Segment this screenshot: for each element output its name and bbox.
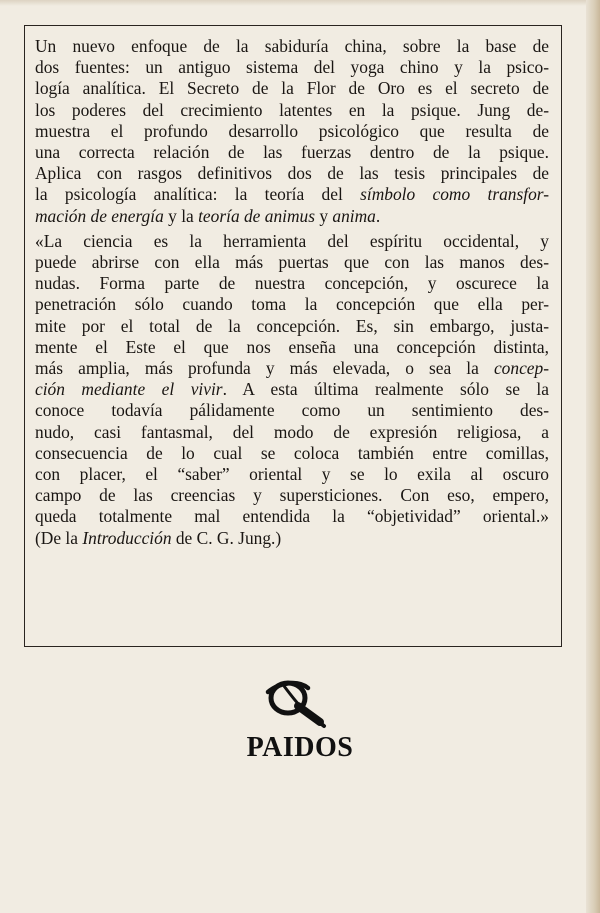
text-run: una correcta relación de las fuerzas dentro de la psique.: [35, 142, 549, 163]
page-edge: [0, 0, 600, 6]
italic-text: ción mediante el vivir: [35, 379, 223, 400]
text-run: de C. G. Jung.): [171, 527, 282, 548]
text-line: [35, 231, 549, 252]
text-line: [35, 358, 549, 379]
text-line: [35, 294, 549, 315]
text-line: [35, 316, 549, 337]
text-line: [35, 506, 549, 527]
italic-text: símbolo como transfor-: [360, 184, 550, 205]
blurb-text: [35, 36, 549, 549]
italic-text: Introducción: [82, 527, 172, 548]
text-line: [35, 57, 549, 78]
text-run: . A esta última realmente sólo se la: [222, 379, 549, 400]
text-line: [35, 206, 549, 227]
text-run: .: [375, 205, 381, 226]
text-line: [35, 379, 549, 400]
blurb-frame: [24, 25, 562, 647]
text-line: [35, 464, 549, 485]
italic-text: teoría de animus: [198, 205, 315, 226]
text-run: y: [315, 205, 333, 226]
publisher-name: PAIDOS: [246, 732, 354, 763]
paragraph: [35, 231, 549, 549]
text-line: [35, 121, 549, 142]
text-run: nudo, casi fantasmal, del modo de expresión religiosa, a: [35, 421, 549, 442]
text-line: [35, 36, 549, 57]
text-run: y la: [163, 205, 199, 226]
text-line: [35, 142, 549, 163]
text-run: los poderes del crecimiento latentes en la psique. Jung de-: [35, 99, 549, 120]
magnifier-monogram-icon: [262, 672, 332, 734]
text-line: [35, 528, 549, 549]
text-run: más amplia, más profunda y más elevada, o sea la: [35, 358, 494, 379]
text-line: [35, 337, 549, 358]
text-run: penetración sólo cuando toma la concepción que ella per-: [35, 294, 549, 315]
italic-text: mación de energía: [35, 205, 164, 226]
text-run: queda totalmente mal entendida la “objetividad” oriental.»: [35, 506, 549, 527]
text-run: (De la: [35, 527, 83, 548]
text-run: mente el Este el que nos enseña una concepción distinta,: [35, 336, 549, 357]
text-run: dos fuentes: un antiguo sistema del yoga chino y la psico-: [35, 57, 549, 78]
text-run: muestra el profundo desarrollo psicológico que resulta de: [35, 120, 549, 141]
text-line: [35, 163, 549, 184]
text-run: la psicología analítica: la teoría del: [35, 184, 361, 205]
text-line: [35, 485, 549, 506]
text-run: logía analítica. El Secreto de la Flor de Oro es el secreto de: [35, 78, 549, 99]
text-line: [35, 273, 549, 294]
paragraph: [35, 36, 549, 227]
text-run: consecuencia de lo cual se coloca también entre comillas,: [35, 442, 549, 463]
text-run: con placer, el “saber” oriental y se lo exila al oscuro: [35, 464, 549, 485]
text-run: conoce todavía pálidamente como un sentimiento des-: [35, 400, 549, 421]
text-line: [35, 100, 549, 121]
italic-text: anima: [332, 205, 376, 226]
text-line: [35, 443, 549, 464]
text-run: Un nuevo enfoque de la sabiduría china, sobre la base de: [35, 36, 549, 56]
text-run: «La ciencia es la herramienta del espíritu occidental, y: [35, 230, 549, 251]
text-run: campo de las creencias y supersticiones. Con eso, empero,: [35, 485, 549, 506]
text-line: [35, 184, 549, 205]
text-run: nudas. Forma parte de nuestra concepción, y oscurece la: [35, 273, 549, 294]
text-line: [35, 422, 549, 443]
italic-text: concep-: [493, 358, 549, 379]
text-line: [35, 252, 549, 273]
text-run: puede abrirse con ella más puertas que con las manos des-: [35, 252, 549, 273]
text-line: [35, 78, 549, 99]
text-run: mite por el total de la concepción. Es, sin embargo, justa-: [35, 315, 549, 336]
page-edge-shadow: [586, 0, 600, 913]
text-line: [35, 400, 549, 421]
text-run: Aplica con rasgos definitivos dos de las tesis principales de: [35, 163, 549, 184]
